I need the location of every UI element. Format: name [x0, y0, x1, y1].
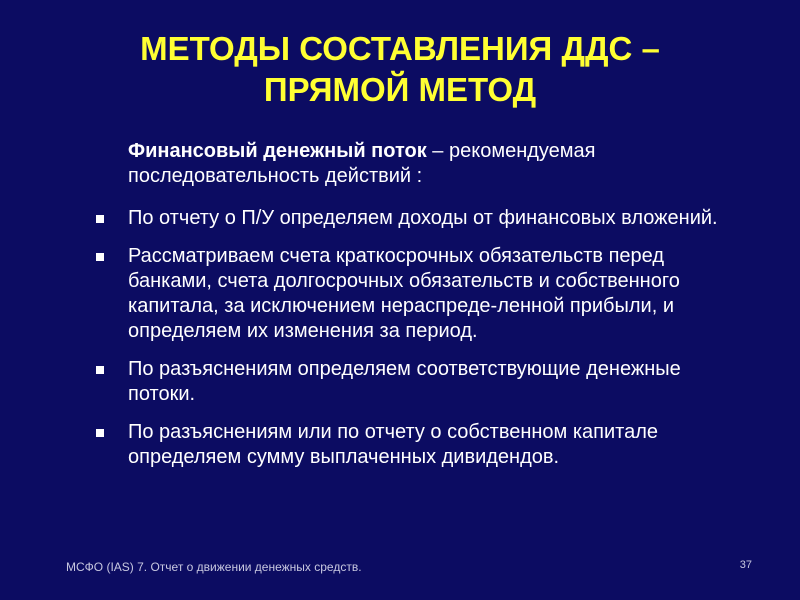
- bullet-text: Рассматриваем счета краткосрочных обязательств перед банками, счета долгосрочных обязательств и собственного капитала, за исключением нераспреде-ленной прибыли, и определяем их изменения за период.: [128, 245, 680, 342]
- list-item: [0, 206, 728, 231]
- slide-title: [40, 28, 760, 110]
- slide-footer: МСФО (IAS) 7. Отчет о движении денежных средств.: [66, 560, 362, 574]
- intro-bold-term: Финансовый денежный поток: [128, 140, 427, 162]
- intro-text: – рекомендуемая последовательность действий :: [128, 140, 596, 187]
- title-line-2: ПРЯМОЙ МЕТОД: [263, 71, 537, 108]
- square-bullet-icon: [96, 253, 104, 261]
- list-item: [0, 357, 728, 407]
- bullet-text: По разъяснениям определяем соответствующие денежные потоки.: [128, 358, 681, 405]
- bullet-list: [0, 206, 800, 483]
- bullet-text: По отчету о П/У определяем доходы от финансовых вложений.: [128, 207, 718, 229]
- bullet-text: По разъяснениям или по отчету о собственном капитале определяем сумму выплаченных дивидендов.: [128, 421, 659, 468]
- square-bullet-icon: [96, 366, 104, 374]
- title-line-1: МЕТОДЫ СОСТАВЛЕНИЯ ДДС –: [140, 30, 660, 67]
- list-item: [0, 244, 728, 344]
- intro-paragraph: [128, 139, 728, 189]
- list-item: [0, 420, 728, 470]
- square-bullet-icon: [96, 215, 104, 223]
- square-bullet-icon: [96, 429, 104, 437]
- page-number: 37: [739, 559, 752, 571]
